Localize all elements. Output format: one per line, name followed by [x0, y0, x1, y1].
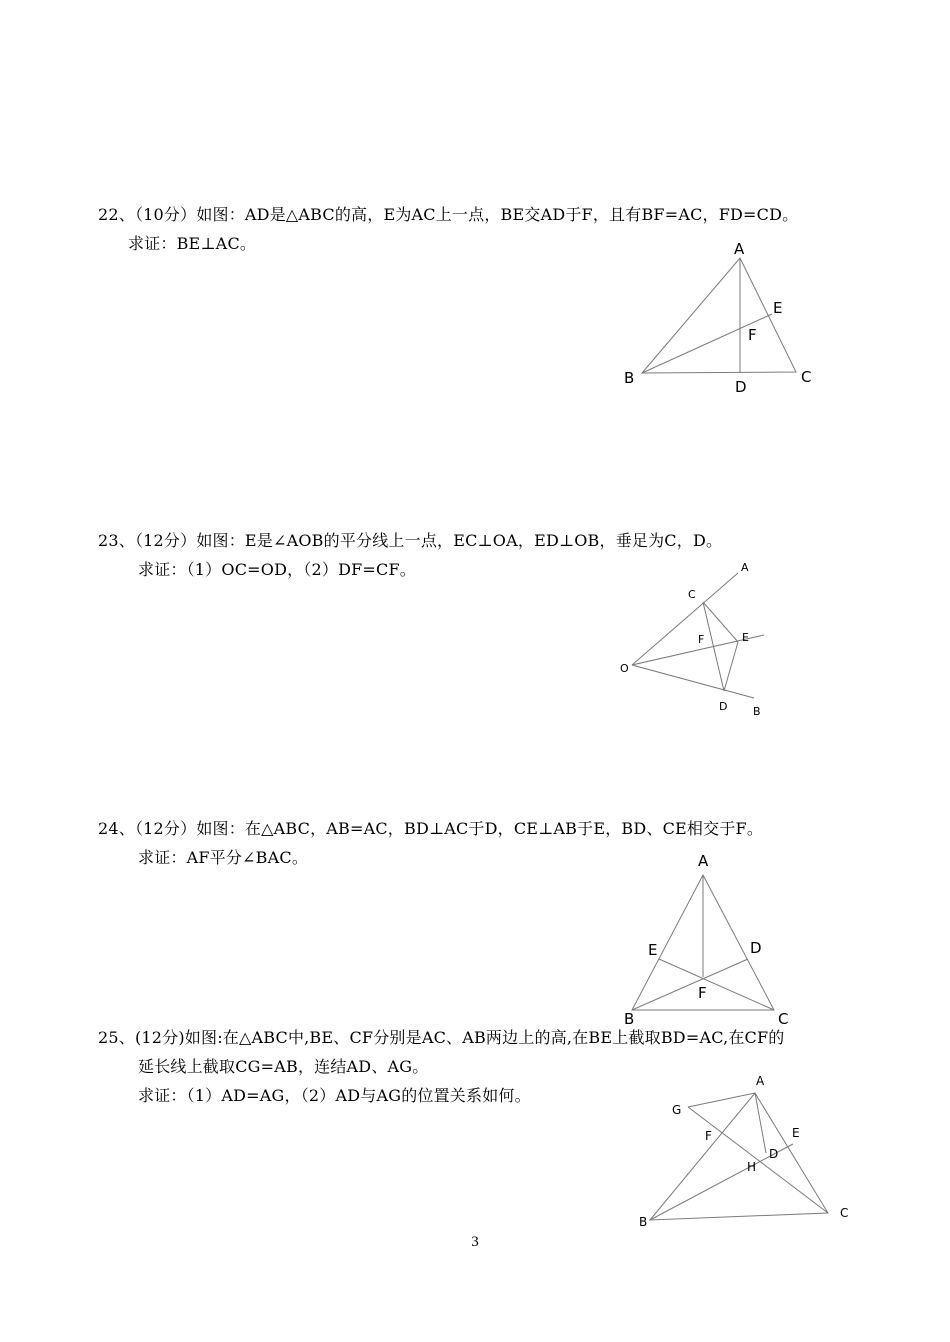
label-C: C — [778, 1010, 789, 1028]
label-D: D — [769, 1147, 779, 1161]
label-D: D — [719, 700, 728, 713]
label-F: F — [698, 984, 707, 1002]
label-A: A — [756, 1074, 765, 1088]
problem-25-statement: 25、(12分)如图:在△ABC中,BE、CF分别是AC、AB两边上的高,在BE上截取BD=AC,在CF的 — [98, 1028, 785, 1047]
problem-24-statement: 24、（12分）如图：在△ABC，AB=AC，BD⊥AC于D，CE⊥AB于E，BD、CE相交于F。 — [98, 819, 764, 838]
label-D: D — [735, 378, 747, 396]
problem-22-statement: 22、（10分）如图：AD是△ABC的高，E为AC上一点，BE交AD于F，且有BF=AC，FD=CD。 — [98, 205, 799, 224]
problem-22-prove: 求证：BE⊥AC。 — [128, 234, 257, 253]
problem-24-prove: 求证：AF平分∠BAC。 — [138, 848, 309, 867]
label-A: A — [741, 561, 749, 574]
problem-25-figure — [620, 1070, 860, 1240]
label-O: O — [620, 662, 629, 675]
label-F: F — [698, 633, 705, 646]
label-C: C — [688, 588, 696, 601]
label-E: E — [773, 299, 783, 317]
problem-23-prove: 求证：（1）OC=OD，（2）DF=CF。 — [138, 560, 416, 579]
label-C: C — [840, 1206, 849, 1220]
label-F: F — [748, 326, 757, 344]
label-A: A — [698, 852, 709, 870]
page-number: 3 — [471, 1234, 479, 1250]
label-B: B — [639, 1215, 648, 1229]
label-A: A — [734, 240, 745, 258]
problem-22-figure — [600, 230, 840, 400]
label-F: F — [705, 1129, 712, 1143]
label-D: D — [750, 939, 762, 957]
problem-23-statement: 23、（12分）如图：E是∠AOB的平分线上一点，EC⊥OA，ED⊥OB，垂足为C，D。 — [98, 531, 723, 550]
label-E: E — [742, 631, 749, 644]
label-H: H — [747, 1160, 757, 1174]
problem-25-prove: 求证：（1）AD=AG，（2）AD与AG的位置关系如何。 — [138, 1086, 531, 1105]
problem-24-figure — [600, 845, 820, 1035]
label-B: B — [753, 705, 761, 718]
label-G: G — [672, 1103, 682, 1117]
label-B: B — [624, 369, 635, 387]
label-E: E — [648, 941, 658, 959]
label-C: C — [801, 368, 812, 386]
problem-25-statement-cont: 延长线上截取CG=AB，连结AD、AG。 — [138, 1057, 429, 1076]
problem-23-figure — [600, 555, 800, 725]
label-B: B — [624, 1010, 635, 1028]
label-E: E — [792, 1126, 800, 1140]
